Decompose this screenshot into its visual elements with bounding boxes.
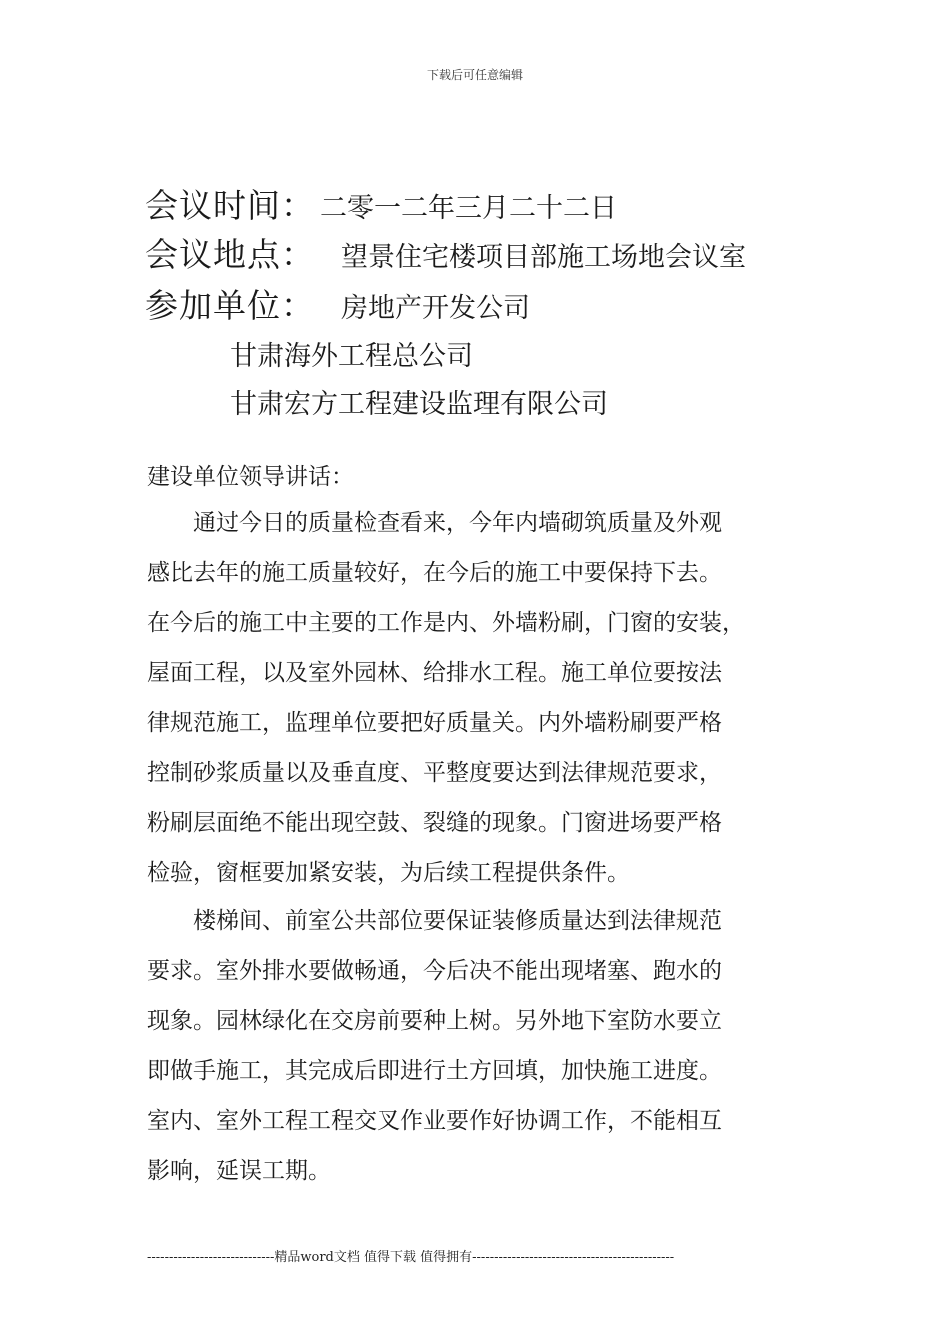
paragraph-line: 楼梯间、前室公共部位要保证装修质量达到法律规范 [147, 908, 722, 934]
paragraph-line: 通过今日的质量检查看来，今年内墙砌筑质量及外观 [147, 510, 722, 536]
speech-paragraph-1 [147, 498, 797, 898]
paragraph-line: 在今后的施工中主要的工作是内、外墙粉刷，门窗的安装， [147, 610, 745, 636]
meeting-unit-2: 甘肃海外工程总公司 [230, 341, 473, 372]
meeting-unit-3: 甘肃宏方工程建设监理有限公司 [230, 389, 608, 420]
paragraph-line: 影响，延误工期。 [147, 1158, 331, 1184]
meeting-time-value: 二零一二年三月二十二日 [320, 193, 617, 224]
paragraph-line: 室内、室外工程工程交叉作业要作好协调工作，不能相互 [147, 1108, 722, 1134]
meeting-units-label: 参加单位： [145, 286, 315, 325]
paragraph-line: 即做手施工，其完成后即进行土方回填，加快施工进度。 [147, 1058, 722, 1084]
speech-paragraph-2 [147, 896, 797, 1196]
paragraph-line: 粉刷层面绝不能出现空鼓、裂缝的现象。门窗进场要严格 [147, 810, 722, 836]
meeting-unit-1: 房地产开发公司 [341, 293, 530, 324]
paragraph-line: 感比去年的施工质量较好，在今后的施工中要保持下去。 [147, 560, 722, 586]
page-footer: -----------------------------精品word文档 值得下载 值得拥有---------------------------------------------- [147, 1250, 675, 1265]
speech-title: 建设单位领导讲话： [147, 464, 354, 490]
paragraph-line: 要求。室外排水要做畅通，今后决不能出现堵塞、跑水的 [147, 958, 722, 984]
paragraph-line: 现象。园林绿化在交房前要种上树。另外地下室防水要立 [147, 1008, 722, 1034]
paragraph-line: 律规范施工，监理单位要把好质量关。内外墙粉刷要严格 [147, 710, 722, 736]
paragraph-line: 屋面工程，以及室外园林、给排水工程。施工单位要按法 [147, 660, 722, 686]
paragraph-line: 控制砂浆质量以及垂直度、平整度要达到法律规范要求， [147, 760, 722, 786]
meeting-place-label: 会议地点： [145, 235, 315, 274]
meeting-time-label: 会议时间： [145, 186, 315, 225]
page-header: 下载后可任意编辑 [426, 68, 523, 82]
paragraph-line: 检验，窗框要加紧安装，为后续工程提供条件。 [147, 860, 630, 886]
meeting-place-value: 望景住宅楼项目部施工场地会议室 [341, 242, 746, 273]
